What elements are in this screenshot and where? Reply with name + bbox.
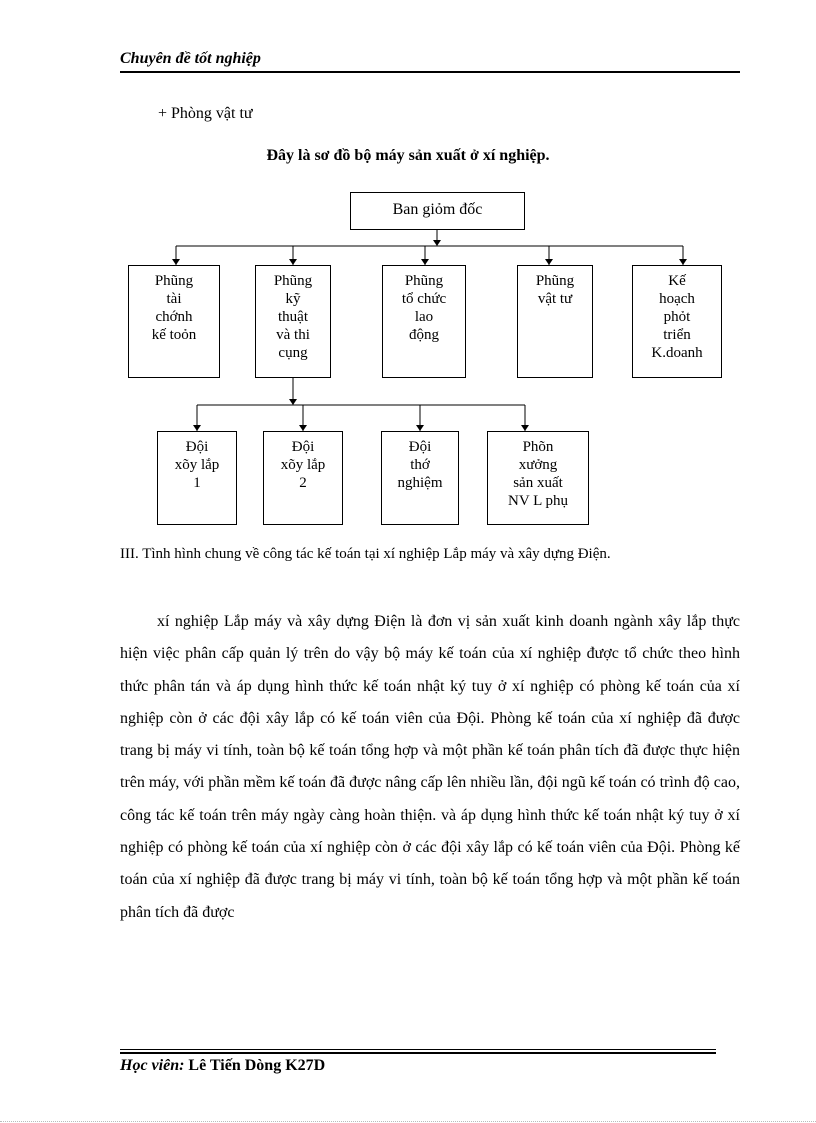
- body-paragraph: xí nghiệp Lắp máy và xây dựng Điện là đơn vị sản xuất kinh doanh ngành xây lắp thực hiện việc phân cấp quản lý trên do vậy bộ máy kế toán của xí nghiệp được tổ chức theo hình thức phân tán và áp dụng hình thức kế toán nhật ký tuy ở xí nghiệp có phòng kế toán của xí nghiệp còn ở các đội xây lắp có kế toán viên của Đội. Phòng kế toán của xí nghiệp đã được trang bị máy vi tính, toàn bộ kế toán tổng hợp và một phần kế toán phân tích đã được thực hiện trên máy, với phần mềm kế toán đã được nâng cấp lên nhiều lần, đội ngũ kế toán có trình độ cao, công tác kế toán trên máy ngày càng hoàn thiện. và áp dụng hình thức kế toán nhật ký tuy ở xí nghiệp có phòng kế toán của xí nghiệp còn ở các đội xây lắp có kế toán viên của Đội. Phòng kế toán của xí nghiệp đã được trang bị máy vi tính, toàn bộ kế toán tổng hợp và một phần kế toán phân tích đã được: [120, 613, 740, 921]
- org-box-testing-team: [381, 431, 459, 525]
- box-line: động: [409, 327, 439, 343]
- box-line: Phũng: [273, 273, 313, 289]
- box-line: Phõn: [522, 439, 554, 455]
- box-line: xõy lắp: [280, 457, 326, 473]
- box-line: và thi: [276, 327, 310, 343]
- footer-rule: [120, 1049, 716, 1050]
- org-box-workshop: [487, 431, 589, 525]
- box-line: 2: [299, 475, 307, 491]
- org-box-finance-dept: [128, 265, 220, 378]
- box-line: phỏt: [663, 309, 691, 325]
- box-line: triển: [663, 327, 691, 343]
- box-line: Phũng: [404, 273, 444, 289]
- footer-rule: [120, 1052, 716, 1054]
- box-line: hoạch: [659, 291, 695, 307]
- box-line: thớ: [410, 457, 430, 473]
- box-line: Phũng: [535, 273, 575, 289]
- box-line: Đội: [291, 439, 315, 455]
- box-line: kỹ: [285, 291, 301, 307]
- page-edge-dotted-line: [0, 1121, 816, 1122]
- box-line: cụng: [278, 345, 308, 361]
- box-line: vật tư: [537, 291, 573, 307]
- footer-label: Học viên:: [120, 1057, 185, 1074]
- box-line: tổ chức: [401, 291, 447, 307]
- box-line: tài: [166, 291, 182, 307]
- box-line: sản xuất: [513, 475, 563, 491]
- box-line: xưởng: [518, 457, 558, 473]
- box-line: 1: [193, 475, 201, 491]
- diagram-title: Đây là sơ đồ bộ máy sản xuất ở xí nghiệp.: [266, 147, 550, 164]
- org-box-team-2: [263, 431, 343, 525]
- box-line: K.doanh: [651, 345, 703, 361]
- box-line: Đội: [185, 439, 209, 455]
- box-line: lao: [414, 309, 434, 325]
- org-box-team-1: [157, 431, 237, 525]
- box-line: NV L phụ: [508, 493, 568, 509]
- box-line: Đội: [408, 439, 432, 455]
- page-header-title: Chuyên đề tốt nghiệp: [120, 50, 261, 67]
- box-line: thuật: [278, 309, 308, 325]
- box-line: kế toỏn: [151, 327, 197, 343]
- box-line: Kế: [668, 273, 686, 289]
- box-line: xõy lắp: [174, 457, 220, 473]
- org-box-business-planning: [632, 265, 722, 378]
- page-footer: [120, 1057, 325, 1075]
- section-heading: III. Tình hình chung về công tác kế toán tại xí nghiệp Lắp máy và xây dựng Điện.: [120, 546, 611, 562]
- bullet-item: + Phòng vật tư: [158, 105, 253, 122]
- org-box-technical-dept: [255, 265, 331, 378]
- org-box-board-of-directors: Ban giỏm đốc: [350, 192, 525, 230]
- box-line: nghiệm: [397, 475, 443, 491]
- org-box-materials-dept: [517, 265, 593, 378]
- box-line: Phũng: [154, 273, 194, 289]
- box-line: chớnh: [155, 309, 193, 325]
- footer-author: Lê Tiến Dòng K27D: [188, 1057, 326, 1074]
- org-box-labor-dept: [382, 265, 466, 378]
